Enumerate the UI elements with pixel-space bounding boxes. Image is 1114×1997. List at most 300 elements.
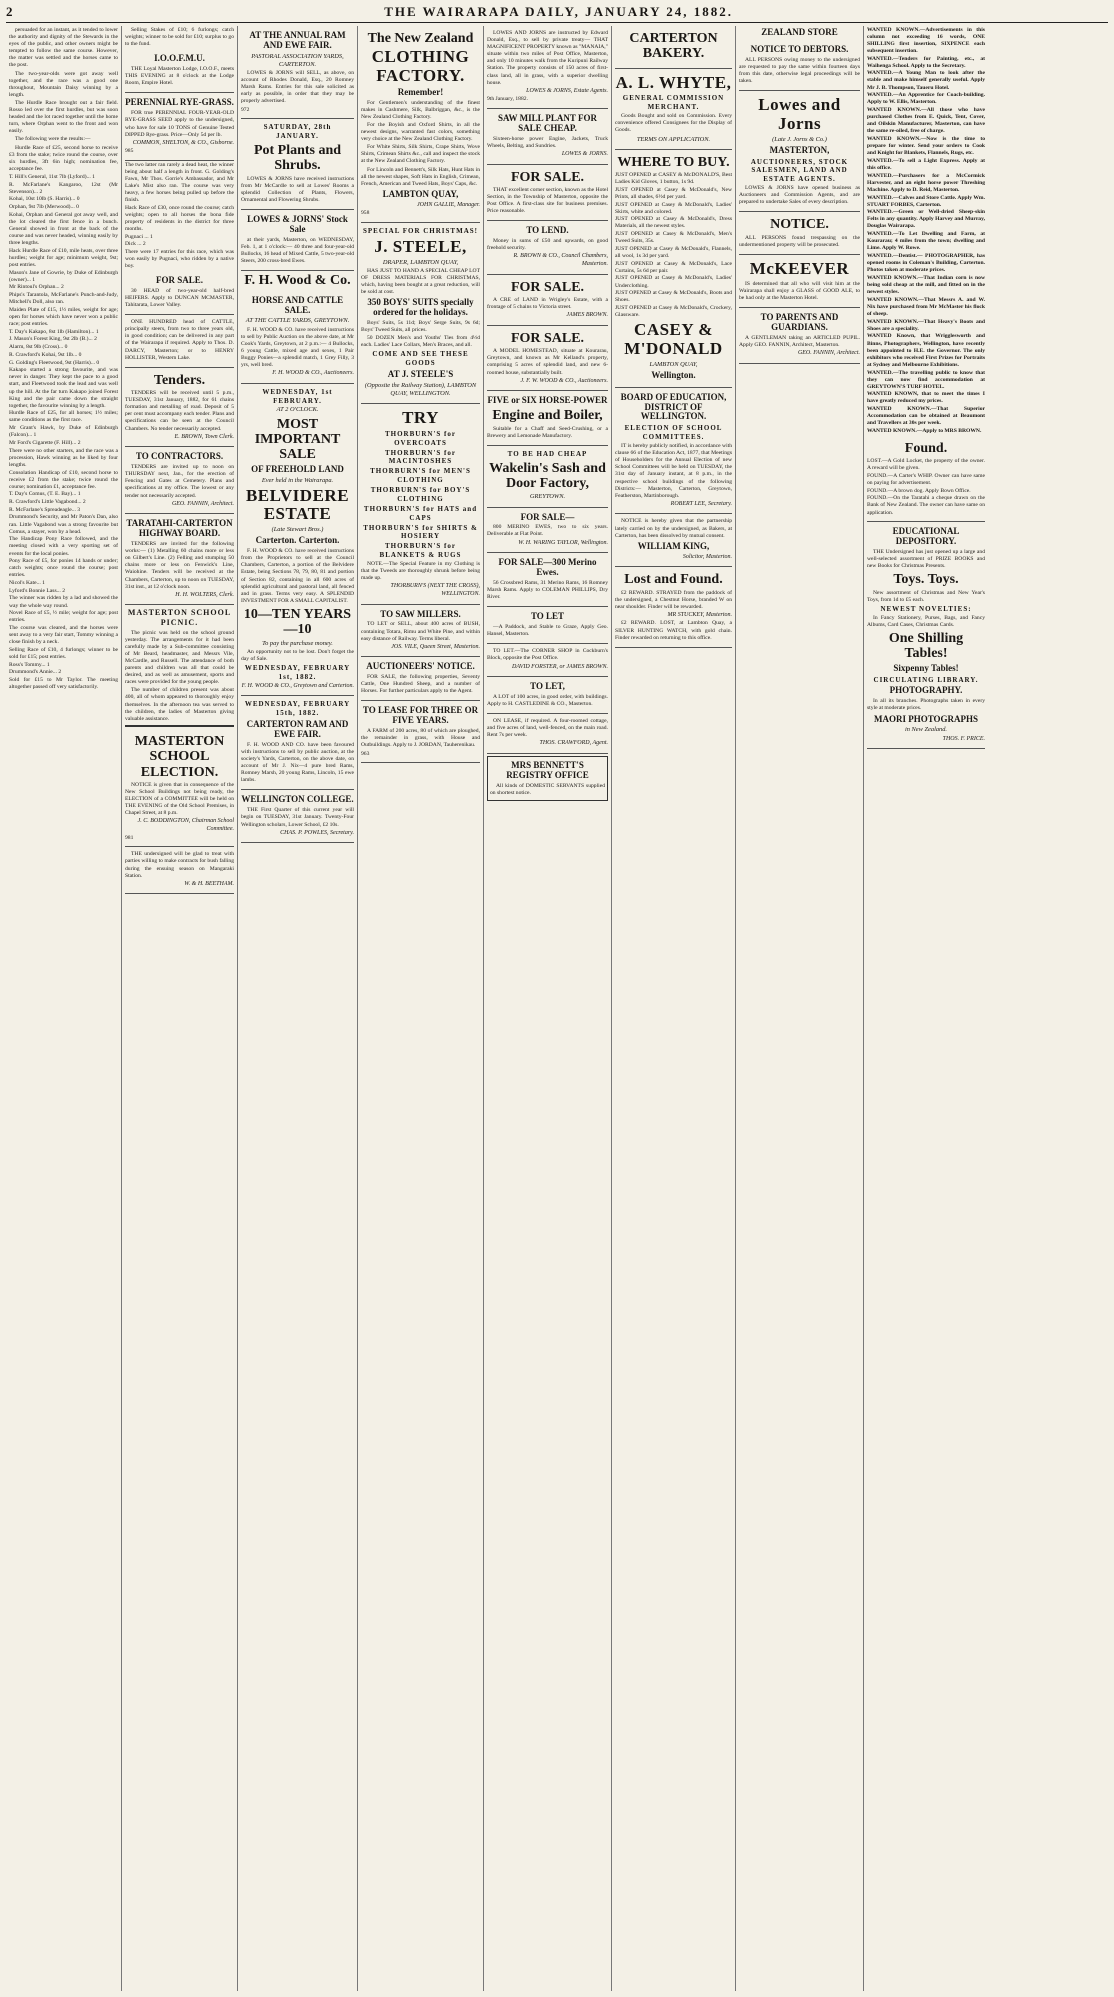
contractors-title: TO CONTRACTORS. — [135, 451, 224, 462]
cattle-body: ONE HUNDRED head of CATTLE, principally steers, from two to three years old, in good condition; can be delivered in any part of the Wairarapa if required. Apply to Thos. D. DARCY, Masterton; or to HENRY HOLLISTER, Western Lake. — [125, 319, 234, 361]
college-body: THE First Quarter of this current year will begin on TUESDAY, 31st January. Twenty-Four Wellington scholars, Lower School, £2 10s. — [241, 807, 354, 828]
steele-ad — [361, 223, 480, 404]
horse-body: F. H. WOOD & CO. have received instructions to sell by Public Auction on the above date, at Mr Cook's Yards, Greytown, at 2 p.m.:— 4 Bullocks, 6 young Cattle, mixed age and sexes, 1 Pair Buggy Ponies—a splendid match, 1 Grey Filly, 3 yrs, well bred. — [241, 326, 354, 369]
lease-ad — [361, 701, 480, 763]
whyte-title: A. L. WHYTE, — [615, 72, 732, 92]
race-result: Maiden Plate of £15, 1½ miles, weight for age; open for horses which have never won a public race; post entries. — [9, 306, 118, 328]
lowes-jorns-sub2: MASTERTON, — [769, 144, 830, 155]
photography-title: PHOTOGRAPHY. — [889, 685, 963, 696]
steele-body: HAS JUST TO HAND A SPECIAL CHEAP LOT OF DRESS MATERIALS FOR CHRISTMAS, which, having been bought at a great reduction, will be sold at cost. — [361, 267, 480, 295]
shilling-title: One Shilling Tables! — [888, 630, 964, 662]
column-3-auctions — [238, 26, 358, 1991]
wanted-item: WANTED KNOWN.—Advertisements in this column not exceeding 16 words, ONE SHILLING first insertion, SIXPENCE each subsequent insertion. — [867, 26, 985, 54]
whyte-terms: TERMS ON APPLICATION. — [636, 135, 711, 143]
factory-title-2: Wakelin's Sash and Door Factory, — [489, 460, 606, 491]
lend-ad — [487, 221, 608, 274]
racing-paragraph: The Hurdle Race brought out a fair field. Rosso led over the first hurdles, but was soon headed and the lot raced together until the home turn, where Orphan went to the front and won easily. — [9, 99, 118, 135]
where-to-buy-list — [615, 172, 732, 319]
mckeever-title: McKEEVER — [749, 259, 850, 279]
lost-signature: MR STUCKEY, Masterton. — [667, 611, 732, 618]
educational-body: THE Undersigned has just opened up a large and well-selected assortment of PRIZE BOOKS and new Books for Christmas Presents. — [867, 549, 985, 570]
lambton-ref: 958 — [361, 210, 370, 217]
merino-title: FOR SALE— — [520, 511, 575, 522]
found-title: Found. — [904, 440, 948, 456]
wanted-item: WANTED KNOWN.—Now is the time to prepare for winter. Send your orders to Cook and Knight for Blankets, Flannels, Rugs, etc. — [867, 135, 985, 157]
land-sale-signature: JAMES BROWN. — [566, 312, 608, 319]
to-let-body: A LOT of 100 acres, in good order, with buildings. Apply to H. CASTLEDINE & CO., Masterton. — [487, 694, 608, 708]
ewes-title: FOR SALE—300 Merino Ewes. — [498, 557, 597, 578]
cottage-lease-body: ON LEASE, if required. A four-roomed cottage, and five acres of land, well-fenced, on the main road. Rent 7s per week. — [487, 718, 608, 739]
casey-sub2: Wellington. — [651, 369, 696, 380]
where-to-buy-item: JUST OPENED at Casey & McDonald's, Flannels, all wool, 1s 3d per yard. — [615, 245, 732, 260]
bakery-title: CARTERTON BAKERY. — [629, 31, 718, 62]
highway-signature: H. H. WOLTERS, Clerk. — [175, 591, 234, 598]
trespass-notice — [739, 212, 860, 255]
land-sale-title: FOR SALE. — [510, 279, 585, 295]
ryegrass-title: PERENNIAL RYE-GRASS. — [125, 97, 234, 108]
partnership-notice — [615, 514, 732, 567]
steele-title: J. STEELE, — [374, 236, 467, 256]
land-sale-ad — [487, 275, 608, 326]
contractors-ad — [125, 447, 234, 514]
maori-title: MAORI PHOTOGRAPHS — [873, 713, 979, 724]
parents-title: TO PARENTS AND GUARDIANS. — [760, 312, 839, 332]
clothing-factory-ad — [361, 26, 480, 223]
king-title: WILLIAM KING, — [637, 540, 710, 551]
found-item: LOST.—A Gold Locket, the property of the owner. A reward will be given. — [867, 458, 985, 472]
thorburn-item: THORBURN'S for MACINTOSHES — [385, 448, 456, 466]
engine-body: Suitable for a Chaff and Seed-Crushing, or a Brewery and Lemonade Manufactory. — [487, 425, 608, 439]
race-result: Novel Race of £5, ½ mile; weight for age; post entries. — [9, 610, 118, 624]
belvidere-signature: F. H. WOOD & CO., Greytown and Carterton. — [241, 682, 354, 689]
parents-signature: GEO. FANNIN, Architect. — [797, 349, 860, 356]
belvidere-body: F. H. WOOD & CO. have received instructions from the Proprietors to sell at the Council Chambers, Carterton, a portion of the Belvidere Estate, being Sections 78, 79, 80, 81 and portion of Section 82, containing in all 600 acres of splendid agricultural and pastoral land, all fenced and in grass. Terms very easy. A SPLENDID INVESTMENT FOR A SMALL CAPITALIST. — [241, 548, 354, 604]
ram-ewe-date: WEDNESDAY, FEBRUARY 15th, 1882. — [244, 700, 351, 718]
board-title: BOARD OF EDUCATION, DISTRICT OF WELLINGTON. — [620, 391, 727, 422]
homestead-title: FOR SALE. — [510, 330, 585, 346]
steele-sub: DRAPER, LAMBTON QUAY, — [382, 258, 459, 266]
pot-date: SATURDAY, 28th JANUARY. — [263, 123, 332, 141]
carterton-title: Carterton. Carterton. — [255, 535, 340, 546]
wanted-item: WANTED.—Dentist.— PHOTOGRAPHER, has opened rooms in Coleman's Building, Carterton. Photos taken at moderate prices. — [867, 253, 985, 274]
race-result: Sold for £15 to Mr Taylor. The meeting altogether passed off very satisfactorily. — [9, 677, 118, 691]
lost-found-title: Lost and Found. — [624, 572, 723, 588]
registry-ad — [487, 756, 608, 801]
see-sub2: (Opposite the Railway Station), LAMBTON QUAY, WELLINGTON. — [364, 381, 477, 397]
toys-title: Toys. Toys. — [893, 572, 959, 588]
wanted-item: WANTED KNOWN.—That Indian corn is now being sold cheap at the mill, and fitted on in the newest styles. — [867, 274, 985, 296]
price-signature: THOS. F. PRICE. — [942, 735, 985, 742]
race-result: Mason's Jane of Gowrie, by Duke of Edinburgh (owner)... 1 — [9, 269, 118, 283]
feb-title: WEDNESDAY, 1st FEBRUARY. — [262, 387, 333, 405]
ties-body: 50 DOZEN Men's and Youths' Ties from 4½d each. Ladies' Lace Collars, Men's Braces, and all. — [361, 335, 480, 349]
highway-body: TENDERS are invited for the following works:— (1) Metalling 60 chains more or less on Gilbert's Line. (2) Felling and stumping 50 chains more or less on Fenwick's Line, Waiohine. Tenders will be received at the Chambers, Carterton, up to noon on TUESDAY, 31st inst., at 12 o'clock noon. — [125, 541, 234, 590]
sawmill-plant-title: SAW MILL PLANT FOR SALE CHEAP. — [498, 113, 597, 133]
freehold-title: MOST IMPORTANT SALE — [254, 416, 341, 463]
to-let-title: TO LET, — [530, 681, 565, 692]
race-result: T. Day's Kakapo, 8st 1lb (Hamilton)... 1 — [9, 328, 99, 335]
trespass-title: NOTICE. — [770, 217, 829, 233]
race-result: Kakapo started a strong favourite, and was never in danger. They kept the pace to a good start, and Fleetwood took the lead and was well up the hill. At the far turn Kakapo joined Forest King and the pair came down the straight together, the favourite winning by a length. — [9, 367, 118, 409]
lost-found-ad — [615, 567, 732, 648]
pot-title: Pot Plants and Shrubs. — [253, 142, 342, 174]
try-title: TRY — [402, 408, 439, 428]
ram-fair-ref: 972 — [241, 106, 250, 113]
race-result: Kohai, Orphan and General got away well, and the lot cleared the first fence in a bunch. General showed in front at the back of the course and was never headed, winning easily by three lengths. — [9, 211, 118, 247]
newspaper-title: THE WAIRARAPA DAILY, JANUARY 24, 1882. — [384, 4, 734, 19]
auctioneers-title: AUCTIONEERS' NOTICE. — [366, 661, 475, 672]
photography-body: In all its branches. Photographs taken in every style at moderate prices. — [867, 698, 985, 712]
found-ad — [867, 436, 985, 523]
where-to-buy-item: JUST OPENED at Casey & McDonald's, Dress Materials, all the newest styles. — [615, 216, 732, 230]
see-sub: AT J. STEELE'S — [387, 368, 454, 379]
wanted-item: WANTED.—Purchasers for a McCormick Harvester, and an eight horse power Threshing Machine. Apply to D. Reid, Masterton. — [867, 172, 985, 193]
wanted-item: WANTED.—A Young Man to look after the stable and make himself generally useful. Apply Mr J. B. Thompson, Taueru Hotel. — [867, 70, 985, 91]
factory-sub: GREYTOWN. — [529, 493, 566, 501]
remember-paragraph: For White Shirts, Silk Shirts, Crape Shirts, Wove Shirts, Crimean Shirts &c., call and inspect the stock at the New Zealand Clothing Factory. — [361, 144, 480, 165]
race-result: Alarm, 8st 9lb (Cross)... 0 — [9, 344, 68, 351]
lend-body: Money in sums of £50 and upwards, on good freehold security. — [487, 238, 608, 252]
board-body: IT is hereby publicly notified, in accordance with clause 66 of the Education Act, 1877, that Meetings of Householders for the Annual Election of new School Committees will be held on TUESDAY, the 31st day of January instant, at 8 p.m., in the respective school buildings of the following Districts:— Masterton, Carterton, Greytown, Featherston, Martinborough. — [615, 443, 732, 499]
race-result: Drummond's Security, and Mr Paton's Dan, also ran. Little Vagabond was a strong favourite but Comus, a stayer, won by a head. — [9, 514, 118, 535]
clothing-factory-title: CLOTHING FACTORY. — [371, 47, 470, 86]
race-result: R. Crawford's Kohai, 9st 1lb... 0 — [9, 351, 82, 358]
wanted-item: WANTED KNOWN.—That Heavy's Boots and Shoes are a speciality. — [867, 318, 985, 332]
merino-ad — [487, 508, 608, 554]
thorburn-item: THORBURN'S for MEN'S CLOTHING — [370, 467, 471, 485]
board-sub: ELECTION OF SCHOOL COMMITTEES. — [624, 424, 723, 442]
thorburn-ad — [361, 404, 480, 604]
wanted-item: WANTED KNOWN, that to meet the times I have greatly reduced my prices. — [867, 391, 985, 405]
where-to-buy-item: JUST OPENED at Casey & McDonald's, Men's Tweed Suits, 35s. — [615, 231, 732, 245]
education-board-ad — [615, 388, 732, 515]
thorburn-signature: THORBURN'S (NEXT THE CROSS), WELLINGTON. — [390, 583, 480, 597]
newest-body: In Fancy Stationery, Purses, Bags, and Fancy Albums, Card Cases, Christmas Cards. — [867, 614, 985, 628]
cattle-ad — [125, 315, 234, 368]
engine-sub: Engine and Boiler, — [492, 408, 603, 424]
cottage-lease-signature: THOS. CRAWFORD, Agent. — [539, 740, 608, 747]
race-result: G. Golding's Fleetwood, 9st (Harris)... 0 — [9, 359, 100, 366]
ryegrass-ad — [125, 93, 234, 161]
sawmill-plant-body: Sixteen-horse power Engine, Jackets, Truck Wheels, Belting, and Sundries. — [487, 135, 608, 149]
election-ref: 981 — [125, 834, 134, 841]
lost-body: £2 REWARD. STRAYED from the paddock of the undersigned, a Chestnut Horse, branded W on near shoulder. Finder will be rewarded. — [615, 589, 732, 610]
divider — [125, 725, 234, 727]
column-2 — [122, 26, 238, 1991]
manaia-ad — [487, 26, 608, 109]
election-title: MASTERTON SCHOOL ELECTION. — [134, 733, 225, 780]
highway-board-ad — [125, 514, 234, 605]
wanted-item: WANTED Known, that Wrigglesworth and Binns, Photographers, Wellington, have recently been appointed to H.E. the Governor. The only exhibitors who received First Prizes for Portraits at Sydney and Melbourne Exhibitions. — [867, 333, 985, 368]
belvidere-title: BELVIDERE ESTATE — [245, 485, 350, 524]
race-result: Selling Race of £10, 4 furlongs; winner to be sold for £15; post entries. — [9, 646, 118, 660]
school-election-ad — [125, 729, 234, 848]
ram-ewe-fair-ad — [241, 696, 354, 790]
college-ad — [241, 790, 354, 843]
saw-millers-body: TO LET or SELL, about 400 acres of BUSH, containing Totara, Rimu and White Pine, and within easy distance of Railway. Terms liberal. — [361, 621, 480, 642]
race-result: Kohai, 10st 10lb (S. Harris)... 0 — [9, 196, 80, 203]
bakery-ad — [615, 26, 732, 69]
whyte-sub: GENERAL COMMISSION MERCHANT. — [622, 94, 725, 112]
circulating-title: CIRCULATING LIBRARY. — [873, 675, 979, 684]
debtors-ad — [739, 40, 860, 91]
horse-cattle-ad — [241, 291, 354, 384]
ram-fair-subtitle: PASTORAL ASSOCIATION YARDS, CARTERTON. — [251, 52, 344, 68]
ram-fair-title: AT THE ANNUAL RAM AND EWE FAIR. — [249, 30, 346, 50]
lowes-jorns-sub3: AUCTIONEERS, STOCK SALESMEN, LAND AND ESTATE AGENTS. — [750, 157, 849, 184]
masthead-spacer — [1105, 4, 1108, 20]
racing-intro: persuaded for an instant, as it tended to lower the authority and dignity of the Stewards in the eyes of the public, and other owners might be tempted to follow the same course. However, the matter was settled and the horses came to the post. — [9, 27, 118, 69]
fh-wood-title: F. H. Wood & Co. — [244, 273, 351, 289]
column-4-clothing — [358, 26, 484, 1991]
heifers-ad — [125, 271, 234, 315]
horse-title: HORSE AND CATTLE SALE. — [251, 294, 344, 315]
manaia-date: 9th January, 1882. — [487, 96, 528, 103]
racing-paragraph: The following were the results:— — [15, 136, 91, 143]
sawmill-plant-ad — [487, 109, 608, 165]
where-to-buy-ad — [615, 150, 732, 388]
college-title: WELLINGTON COLLEGE. — [241, 794, 354, 805]
race-result: Consolation Handicap of £10, second horse to receive £2 from the stake; twice round the course; nomination £1, acceptance fee. — [9, 469, 118, 490]
race-results — [9, 174, 118, 211]
race-results-3 — [9, 367, 118, 536]
remember-body: For Gentlemen's understanding of the finest makes in Cashmere, Silk, Balbriggan, &c., is the New Zealand Clothing Factory. — [361, 99, 480, 120]
race-result: Hurdle Race of £25, for all horses; 1½ miles; same conditions as the first race. — [9, 410, 118, 424]
auctioneers-ad — [361, 657, 480, 701]
tenders-body: TENDERS will be received until 5 p.m., TUESDAY, 31st January, 1882, for 61 chains formation and metalling of road. Deposit of 5 per cent must accompany each tender. Plans and specifications can be seen at the Council Chambers. No tender necessarily accepted. — [125, 390, 234, 432]
race-results-4 — [9, 536, 118, 691]
special-title: SPECIAL FOR CHRISTMAS! — [363, 226, 478, 235]
wanted-item: WANTED KNOWN.—That Messrs A. and W. Nix have purchased from Mr McMaster his flock of sheep. — [867, 296, 985, 317]
where-to-buy-title: WHERE TO BUY. — [617, 154, 730, 170]
lodge-title: I.O.O.F.M.U. — [154, 53, 205, 64]
wanted-item: WANTED.—Calves and Store Cattle. Apply Wm. STUART FORBES, Carterton. — [867, 194, 985, 208]
wanted-list — [867, 27, 985, 436]
nz-title: The New Zealand — [367, 31, 474, 46]
ewes-ad — [487, 553, 608, 607]
where-to-buy-item: JUST OPENED at CASEY & McDONALD'S, Best Ladies Kid Gloves, 1 button, 1s 9d. — [615, 172, 732, 186]
tenders-title: Tenders. — [153, 372, 206, 388]
ryegrass-body: FOR true PERENNIAL FOUR-YEAR-OLD RYE-GRASS SEED apply to the undersigned, who have for sale 10 TONS of Genuine Tested DIPPED Rye-grass. Price—Only 5d per lb. — [125, 110, 234, 138]
bush-falling-signature: W. & H. BEETHAM. — [184, 880, 234, 887]
corner-shop-body: TO LET.—The CORNER SHOP in Cockburn's Block, opposite the Post Office. — [487, 648, 608, 662]
found-item: FOUND.—On the Taratahi a cheque drawn on the Bank of New Zealand. The owner can have same on application. — [867, 495, 985, 516]
thorburn-list — [361, 430, 480, 560]
sash-factory-ad — [487, 446, 608, 508]
lowes-jorns-body: LOWES & JORNS have opened business as Auctioneers and Commission Agents, and are prepared to undertake Sales of every description. — [739, 185, 860, 206]
where-to-buy-item: JUST OPENED at Casey & McDonald's, Boots and Shoes. — [615, 290, 732, 304]
merino-signature: W. H. WARING TAYLOR, Wellington. — [518, 539, 608, 546]
found-item: FOUND.—A brown dog. Apply Bown Office. — [867, 487, 971, 494]
race-result: Drummond's Annie... 2 — [9, 669, 62, 676]
wanted-item: WANTED.—The travelling public to know that they can now find accommodation at GREYTOWN'S TURF HOTEL. — [867, 369, 985, 390]
where-to-buy-item: JUST OPENED at Casey & McDonald's, Ladies' Skirts, white and colored. — [615, 201, 732, 215]
sawmill-plant-signature: LOWES & JORNS. — [561, 151, 608, 158]
engine-ad — [487, 391, 608, 445]
freehold-sub2: Ever held in the Wairarapa. — [261, 476, 334, 484]
ten-years-title: 10—TEN YEARS—10 — [243, 606, 352, 638]
engine-title: FIVE or SIX HORSE-POWER — [487, 395, 608, 406]
thorburn-item: THORBURN'S for BLANKETS & RUGS — [379, 542, 462, 560]
where-to-buy-item: JUST OPENED at Casey & McDonald's, Crockery, Glassware. — [615, 305, 732, 319]
thorburn-item: THORBURN'S for HATS and CAPS — [363, 504, 478, 522]
casey-title: CASEY & M'DONALD — [624, 320, 723, 358]
race-note: Hack Race of £30, once round the course; catch weights; open to all horses the bona fide property of residents in the district for three months. — [125, 204, 234, 233]
factory-title: TO BE HAD CHEAP — [507, 449, 588, 458]
belvidere-body-2: An opportunity not to be lost. Don't forget the day of Sale. — [241, 648, 354, 662]
wanted-item: WANTED KNOWN.—All those who have purchased Clothes from E. Quick, Tent, Cover, and Oilskin Manufacturer, Masterton, can have the same re-oiled, free of charge. — [867, 107, 985, 135]
suits-title: 350 BOYS' SUITS specially ordered for the holidays. — [367, 297, 474, 317]
race-result: Orphan, 9st 7lb (Merwood)... 0 — [9, 204, 79, 211]
race-result: The Handicap Pony Race followed, and the meeting closed with a very sporting set of events for the local ponies. — [9, 536, 118, 557]
partnership-body: NOTICE is hereby given that the partnership lately carried on by the undersigned, as Bakers, at Carterton, has been dissolved by mutual consent. — [615, 518, 732, 539]
manaia-body: LOWES AND JORNS are instructed by Edward Donald, Esq., to sell by private treaty— THAT MAGNIFICENT PROPERTY known as "MANAIA," situate within two miles of Post Office, Masterton, and only 10 minutes walk from the Kuripuni Railway Station. The property consists of 150 acres of first-class land, all in grass, with a superior dwelling house. — [487, 30, 608, 86]
picnic-paragraph: The picnic was held on the school ground yesterday. The arrangements for it had been carefully made by a Sub-committee consisting of Mr Beard, headmaster, and Messrs Vile, McCardle, and Russell. The attendance of both parents and children was all that could be desired, and as well as amusement, sports and races were provided for the young people. — [125, 629, 234, 686]
belvidere-ad — [241, 384, 354, 697]
stock-body: at their yards, Masterton, on WEDNESDAY, Feb. 1, at 1 o'clock:— 40 three and four-year-old Bullocks, 16 head of Mixed Cattle, 5 two-year-old Steers, 200 cross-bred Ewes. — [241, 236, 354, 265]
freehold-sub: OF FREEHOLD LAND — [251, 463, 344, 474]
race-result: Mr Rintoul's Orphan... 2 — [9, 284, 64, 291]
race-result: The winner was ridden by a lad and showed the way the whole way round. — [9, 595, 118, 609]
registry-title: MRS BENNETT'S REGISTRY OFFICE — [506, 760, 589, 780]
feb-sub: AT 2 O'CLOCK. — [276, 406, 319, 414]
race-result: Hack Hurdle Race of £10, mile heats, over three hurdles; weight for age; minimum weight, 9st; post entries. — [9, 247, 118, 268]
horse-subtitle: AT THE CATTLE YARDS, GREYTOWN. — [245, 317, 350, 325]
remember-paragraphs — [361, 122, 480, 188]
corner-shop-ad — [487, 644, 608, 677]
educational-title: EDUCATIONAL DEPOSITORY. — [892, 526, 960, 547]
sixpenny-title: Sixpenny Tables! — [893, 662, 959, 673]
paddock-ad — [487, 607, 608, 644]
column-7-notices — [736, 26, 864, 1991]
to-let-ad — [487, 677, 608, 714]
lodge-notice — [125, 49, 234, 93]
election-signature: J. C. BODDINGTON, Chairman School Committee. — [137, 818, 234, 833]
corner-shop-signature: DAVID FORSTER, or JAMES BROWN. — [511, 663, 608, 670]
race-result: T. Hill's General, 11st 7lb (Lyford)... 1 — [9, 173, 95, 180]
ewes-body: 56 Crossbred Rams, 31 Merino Rams, 16 Romney Marsh Rams. Apply to COLEMAN PHILLIPS, Dry River. — [487, 579, 608, 601]
wanted-item: WANTED.—An Apprentice for Coach-building. Apply to W. Ellis, Masterton. — [867, 92, 985, 106]
belvidere-sub: (Late Stewart Bros.) — [271, 526, 324, 534]
column-8-wanted — [864, 26, 988, 1991]
school-picnic-body — [125, 630, 234, 723]
race-note: There were 17 entries for this race, which was won easily by Pugnaci, who ridden by a native boy. — [125, 249, 234, 270]
race-note: Pugnaci ... 1 — [125, 233, 153, 240]
thorburn-item: THORBURN'S for SHIRTS & HOSIERY — [363, 523, 478, 541]
lowes-jorns-sub: (Late J. Jorns & Co.) — [772, 135, 827, 143]
race-result: R. Crawford's Little Vagabond... 2 — [9, 499, 86, 506]
remember-title: Remember! — [397, 86, 444, 97]
lend-title: TO LEND. — [526, 225, 569, 236]
land-sale-body: A CRE of LAND in Wrigley's Estate, with a frontage of 5 chains to Victoria street. — [487, 297, 608, 311]
homestead-body: A MODEL HOMESTEAD, situate at Kourarau, Greytown, and known as Mr Kelland's property, comprising 5 acres of splendid land, and new 6-roomed house, substantially built. — [487, 348, 608, 376]
lodge-body: THE Loyal Masterton Lodge, I.O.O.F., meets THIS EVENING at 8 o'clock at the Lodge Room, Empire Hotel. — [125, 66, 234, 87]
election-body: NOTICE is given that in consequence of the New School Buildings not being ready, the ELECTION of a COMMITTEE will be held on THE EVENING of the Old School Premises, in Chapel Street, at 8 p.m. — [125, 782, 234, 817]
hotel-section-title: FOR SALE. — [510, 169, 585, 185]
heifers-body: 30 HEAD of two-year-old half-bred HEIFERS. Apply to DUNCAN MCMASTER, Tahitarata, Lower Valley. — [125, 287, 234, 309]
selling-stakes-notice: Selling Stakes of £10; 6 furlongs; catch weights; winner to be sold for £10; surplus to go to the fund. — [125, 27, 234, 48]
masthead — [6, 4, 1108, 23]
column-6-merchants — [612, 26, 736, 1991]
racing-paragraphs — [9, 71, 118, 144]
lease-body: A FARM of 200 acres, 80 of which are ploughed, the remainder in grass, with House and Outbuildings. Apply to J. JORDAN, Tauherenikau. — [361, 728, 480, 749]
columns — [6, 26, 1108, 1991]
race-result: Ross's Tommy... 1 — [9, 661, 50, 668]
race-results-2 — [9, 212, 118, 367]
pot-plants-ad — [241, 119, 354, 210]
column-1-racing-report — [6, 26, 122, 1991]
race-result: Pony Race of £5, for ponies 14 hands or under; catch weights; once round the course; post entries. — [9, 558, 118, 579]
cottage-lease-ad — [487, 714, 608, 754]
lowes-jorns-ad — [739, 91, 860, 212]
merino-body: 800 MERINO EWES, two to six years. Deliverable at Flat Point. — [487, 524, 608, 538]
see-title: COME AND SEE THESE GOODS — [372, 350, 469, 368]
remember-paragraph: For the Boyish and Oxford Shirts, in all the newest designs, warranted fast colors, something very choice at the New Zealand Clothing Factory. — [361, 121, 480, 143]
casey-sub: LAMBTON QUAY, — [649, 360, 698, 368]
tenders-ad — [125, 368, 234, 448]
ryegrass-signature: COMMON, SHELTON, & CO., Gisborne. — [132, 139, 234, 146]
king-sub: Solicitor, Masterton. — [682, 553, 732, 560]
board-signature: ROBERT LEE, Secretary. — [670, 500, 732, 507]
bush-falling-body: THE undersigned will be glad to treat with parties willing to make contracts for bush falling during the ensuing season on Mangaraki Station. — [125, 851, 234, 879]
educational-depository-ad — [867, 522, 985, 749]
picnic-paragraph: The number of children present was about 400, all of whom appeared to thoroughly enjoy themselves. In the afternoon tea was served to the children, the ladies of Masterton giving valuable assistance. — [125, 687, 234, 722]
suits-body: Boys' Suits, 5s 11d; Boys' Serge Suits, 9s 6d; Boys' Tweed Suits, all prices. — [361, 319, 480, 333]
where-to-buy-item: JUST OPENED at Casey & McDonald's, Lace Curtains, 5s 6d per pair. — [615, 260, 732, 274]
manaia-signature: LOWES & JORNS, Estate Agents. — [526, 87, 608, 94]
race-result: J. Mason's Forest King, 9st 2lb (B.)... 2 — [9, 336, 97, 343]
thorburn-item: THORBURN'S for OVERCOATS — [385, 429, 456, 447]
highway-title: TARATAHI-CARTERTON HIGHWAY BOARD. — [126, 518, 233, 539]
contractors-signature: GEO. FANNIN, Architect. — [171, 500, 234, 507]
homestead-ad — [487, 326, 608, 391]
college-signature: CHAS. P. POWLES, Secretary. — [280, 829, 354, 836]
belvidere-date: WEDNESDAY, FEBRUARY 1st, 1882. — [244, 664, 351, 681]
toys-body: New assortment of Christmas and New Year's Toys, from 1d to £5 each. — [867, 589, 985, 603]
page-number: 2 — [6, 4, 13, 19]
parents-body: A GENTLEMAN taking an ARTICLED PUPIL. Apply GEO. FANNIN, Architect, Masterton. — [739, 334, 860, 348]
race-result: Mr Ford's Cigarette (F. Hill)... 2 — [9, 439, 81, 446]
race-note: The two latter ran rarely a dead heat, the winner being about half a length in front. G. Golding's Fawn, Mr Thos. Gorrie's Ambassador, and Mr Lake's Mist also ran. The course was very heavy, a few horses being pulled up before the finish. — [125, 161, 234, 204]
ram-ewe-title: CARTERTON RAM AND EWE FAIR. — [246, 719, 349, 740]
homestead-signature: J. F. W. WOOD & CO., Auctioneers. — [520, 377, 608, 384]
race-result: Mr Grant's Hawk, by Duke of Edinburgh (Falcon)... 1 — [9, 425, 118, 439]
registry-body: All kinds of DOMESTIC SERVANTS supplied on shortest notice. — [490, 782, 605, 796]
wanted-item: WANTED KNOWN.—That Superior Accommodation can be obtained at Beaumont and Travellers at 30s per week. — [867, 406, 985, 427]
where-to-buy-item: JUST OPENED at Casey & McDonald's, Ladies' Underclothing. — [615, 275, 732, 289]
reward-2: £2 REWARD. LOST, at Lambton Quay, a SILVER HUNTING WATCH, with gold chain. Finder rewarded on returning to this office. — [615, 620, 732, 641]
race-result: Phips's Tarantola, McFarlane's Punch-and-Judy, Mitchell's Doll, also ran. — [9, 292, 118, 306]
auctioneers-body: FOR SALE, the following properties, Seventy Cattle, One Hundred Sheep, and a number of Horses. For further particulars apply to the Agent. — [361, 674, 480, 695]
tenders-signature: E. BROWN, Town Clerk. — [174, 433, 234, 440]
contractors-body: TENDERS are invited up to noon on THURSDAY next, Jan., for the erection of Fencing and Gates at Cemetery. Plans and specifications at my office. The lowest or any tender not necessarily accepted. — [125, 464, 234, 499]
lambton-manager: JOHN GALLIE, Manager. — [417, 201, 480, 208]
stock-title: LOWES & JORNS' Stock Sale — [247, 214, 348, 234]
ram-fair-body: LOWES & JORNS will SELL, as above, on account of Rhodes Donald, Esq., 20 Romney Marsh Rams. Entries for this sale solicited as early as possible, in order that they may be properly advertised. — [241, 70, 354, 105]
wanted-item: WANTED.—Tenders for Painting, etc., at Waihenga School. Apply to the Secretary. — [867, 55, 985, 69]
race-result: There were no other starters, and the race was a procession, Hawk winning as he liked by four lengths. — [9, 447, 118, 468]
hotel-section-ad — [487, 165, 608, 222]
parents-ad — [739, 308, 860, 364]
whyte-ad — [615, 69, 732, 150]
saw-millers-ad — [361, 605, 480, 658]
results-heading: Hurdle Race of £25, second horse to receive £3 from the stake; twice round the course, over six hurdles, 3ft 6in high; nomination fee, acceptance fee. — [9, 144, 118, 172]
mckeever-body: IS determined that all who will visit him at the Wairarapa shall enjoy a GLASS of GOOD ALE, to be had only at the Masterton Hotel. — [739, 280, 860, 301]
paddock-title: TO LET — [530, 611, 565, 622]
column-5-property — [484, 26, 612, 1991]
race-result: Nicol's Kate... 1 — [9, 580, 45, 587]
lend-signature: R. BROWN & CO., Council Chambers, Masterton. — [513, 253, 608, 268]
